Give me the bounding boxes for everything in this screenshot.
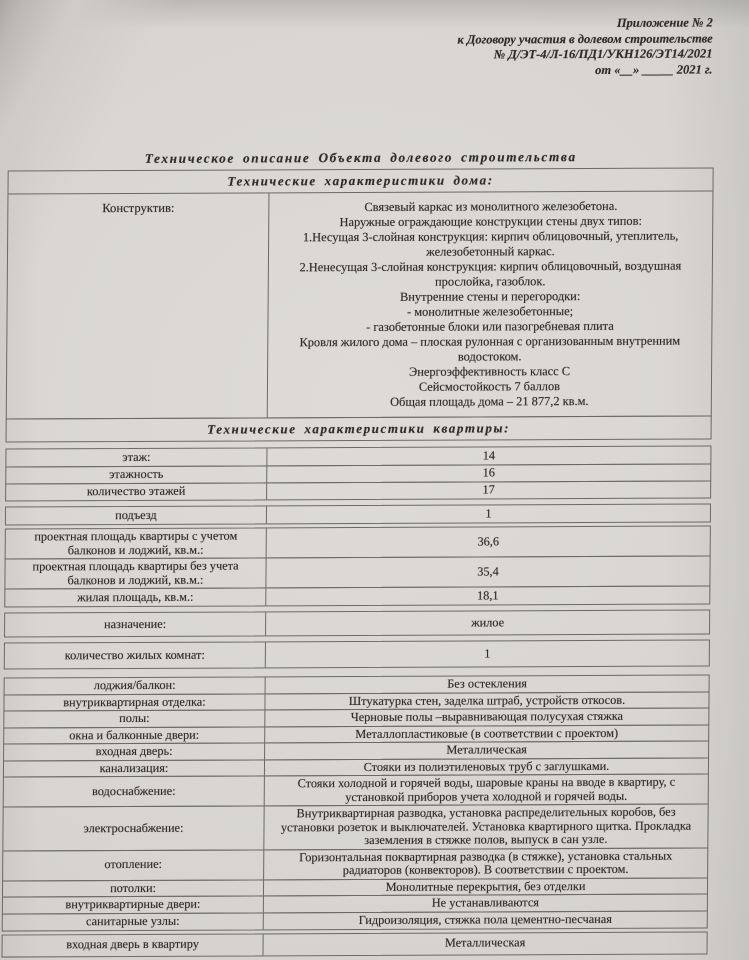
constructive-line: водостоком.: [457, 349, 522, 364]
table-row: [5, 503, 711, 525]
row-value: Стояки холодной и горячей воды, шаровые краны на вводе в квартиру, с установкой приборов учета холодной и горячей воды.: [297, 774, 676, 804]
appendix-line: № Д/ЭТ-4/Л-16/ПД1/УКН126/ЭТ14/2021: [493, 46, 713, 62]
row-label: потолки:: [3, 880, 264, 897]
constructive-line: Наружные ограждающие конструкции стены двух типов:: [339, 213, 642, 230]
row-value: Не устанавливаются: [431, 895, 540, 910]
row-value: 35,4: [477, 564, 499, 579]
row-label: этаж:: [6, 448, 267, 466]
row-value: Горизонтальная поквартирная разводка (в стяжке), установка стальных радиаторов (конвекторов). В соответствии с проектом.: [299, 848, 673, 878]
row-label: этажность: [6, 466, 267, 483]
row-label: окна и балконные двери:: [4, 727, 265, 744]
constructive-line: прослойка, газоблок.: [434, 274, 546, 289]
row-label: количество жилых комнат:: [5, 642, 266, 668]
constructive-line: Связевый каркас из монолитного железобетона.: [364, 198, 618, 214]
row-label: водоснабжение:: [4, 776, 265, 806]
table-row: [4, 609, 710, 637]
table-row: [4, 639, 710, 669]
row-label: электроснабжение:: [3, 806, 264, 850]
row-value: Монолитные перекрытия, без отделки: [385, 878, 586, 894]
row-value: 18,1: [477, 588, 499, 603]
row-label: отопление:: [3, 850, 264, 880]
row-value: 36,6: [477, 534, 500, 549]
constructive-line: Сейсмостойкость 7 баллов: [418, 379, 561, 394]
row-value: 16: [482, 465, 495, 480]
apartment-characteristics-table: [2, 445, 712, 957]
row-label: лоджия/балкон:: [5, 677, 266, 694]
table-row: [4, 555, 710, 589]
constructive-line: 2.Ненесущая 3-слойная конструкция: кирпич облицовочный, воздушная: [299, 258, 682, 275]
table-row: [5, 525, 711, 559]
constructive-line: Внутренние стены и перегородки:: [399, 289, 581, 304]
table-row: [2, 803, 708, 851]
constructive-line: 1.Несущая 3-слойная конструкция: кирпич облицовочный, утеплитель,: [302, 228, 679, 245]
constructive-line: железобетонный каркас.: [426, 244, 555, 259]
row-value: жилое: [471, 615, 505, 630]
row-value: Стояки из полиэтиленовых труб с заглушками.: [363, 758, 610, 774]
appendix-line: от «__» _____ 2021 г.: [595, 61, 713, 77]
document-page: [2, 0, 715, 957]
row-label: назначение:: [5, 612, 266, 636]
row-value: Металлопластиковые (в соответствии с проектом): [355, 725, 619, 741]
row-value: 14: [482, 448, 496, 463]
row-label: внутриквартирная отделка:: [4, 694, 265, 711]
row-label: подъезд: [6, 506, 267, 524]
table-row: [3, 773, 709, 807]
appendix-line: Приложение № 2: [616, 15, 713, 30]
row-value: Черновые полы –выравнивающая полусухая стяжка: [350, 708, 624, 725]
document-title: Техническое описание Объекта долевого строительства: [8, 147, 714, 171]
house-section-title: Технические характеристики дома:: [8, 168, 712, 194]
row-label: внутриквартирные двери:: [3, 896, 264, 913]
constructive-line: - монолитные железобетонные;: [406, 304, 574, 319]
row-value: Гидроизоляция, стяжка пола цементно-песчаная: [358, 911, 612, 927]
row-value: Внутриквартирная разводка, установка распределительных коробов, без установки розеток и выключателей. Установка квартирного щитка. Прокладка заземления в стяжке полов, выпуск в сан узле.: [280, 804, 692, 847]
house-characteristics-table: [7, 168, 713, 194]
constructive-line: Общая площадь дома – 21 877,2 кв.м.: [390, 393, 589, 409]
table-row: [2, 847, 708, 881]
row-value: [268, 191, 713, 417]
row-value: Штукатурка стен, заделка штраб, устройств откосов.: [348, 692, 626, 708]
row-label: полы:: [4, 710, 265, 727]
row-label: Конструктив:: [7, 193, 270, 418]
row-label: санитарные узлы:: [3, 913, 264, 930]
table-row: [4, 585, 710, 607]
constructive-line: Энергоэффективность класс С: [409, 364, 571, 379]
row-value: 1: [484, 646, 491, 661]
row-value: 17: [482, 482, 495, 497]
appendix-header: [8, 0, 715, 81]
row-label: входная дверь в квартиру: [3, 934, 264, 956]
apartment-section-title: Технические характеристики квартиры:: [6, 415, 712, 442]
row-label: проектная площадь квартиры без учета балконов и лоджий, кв.м.:: [5, 558, 266, 588]
table-row: [2, 910, 708, 931]
row-label: канализация:: [4, 760, 265, 777]
table-row: [2, 931, 708, 957]
row-value: Металлическая: [446, 742, 527, 757]
row-value: 1: [485, 506, 492, 521]
row-label: входная дверь:: [4, 743, 265, 760]
table-row: [5, 480, 711, 501]
row-label: проектная площадь квартиры с учетом балконов и лоджий, кв.м.:: [6, 528, 267, 558]
row-value: Без остекления: [447, 676, 528, 691]
constructive-line: Кровля жилого дома – плоская рулонная с организованным внутренним: [299, 333, 681, 350]
row-value: Металлическая: [444, 935, 526, 950]
row-label: количество этажей: [6, 483, 267, 500]
row-label: жилая площадь, кв.м.:: [5, 588, 266, 606]
appendix-line: к Договору участия в долевом строительстве: [457, 30, 713, 47]
constructive-line: - газобетонные блоки или пазогребневая плита: [366, 318, 614, 334]
constructive-row: [6, 191, 714, 419]
